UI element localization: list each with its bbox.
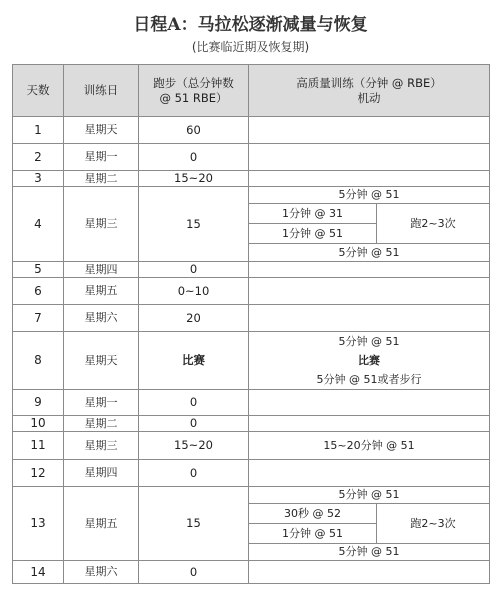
quality-cell bbox=[249, 305, 490, 332]
run-minutes: 0 bbox=[139, 561, 249, 584]
run-minutes: 0 bbox=[139, 416, 249, 432]
table-row bbox=[13, 171, 490, 187]
quality-interval-1: 1分钟 @ 31 bbox=[249, 204, 377, 224]
run-minutes: 15 bbox=[139, 187, 249, 262]
header-quality bbox=[249, 65, 490, 117]
day-number: 12 bbox=[13, 460, 64, 487]
training-day: 星期天 bbox=[64, 332, 139, 390]
table-row bbox=[13, 487, 490, 504]
quality-cell bbox=[249, 262, 490, 278]
header-day-number: 天数 bbox=[13, 65, 64, 117]
training-day: 星期四 bbox=[64, 460, 139, 487]
table-row bbox=[13, 561, 490, 584]
run-minutes: 0 bbox=[139, 390, 249, 416]
header-training-day: 训练日 bbox=[64, 65, 139, 117]
training-day: 星期二 bbox=[64, 416, 139, 432]
quality-cell bbox=[249, 144, 490, 171]
table-row bbox=[13, 416, 490, 432]
header-quality-line1: 高质量训练（分钟 @ RBE） bbox=[296, 76, 442, 91]
quality-cooldown: 5分钟 @ 51 bbox=[249, 244, 490, 262]
day-number: 9 bbox=[13, 390, 64, 416]
day-number: 10 bbox=[13, 416, 64, 432]
quality-cell bbox=[249, 278, 490, 305]
training-day: 星期一 bbox=[64, 390, 139, 416]
taper-schedule-table bbox=[12, 64, 490, 584]
quality-cell bbox=[249, 117, 490, 144]
training-day: 星期一 bbox=[64, 144, 139, 171]
table-subtitle: (比赛临近期及恢复期) bbox=[191, 40, 310, 54]
day-number: 2 bbox=[13, 144, 64, 171]
quality-repeat: 跑2~3次 bbox=[377, 504, 490, 544]
day-number: 3 bbox=[13, 171, 64, 187]
quality-interval-2: 1分钟 @ 51 bbox=[249, 524, 377, 544]
run-minutes: 0 bbox=[139, 144, 249, 171]
table-row bbox=[13, 187, 490, 204]
table-row bbox=[13, 305, 490, 332]
quality-cell bbox=[249, 416, 490, 432]
run-minutes: 0 bbox=[139, 262, 249, 278]
run-minutes: 0~10 bbox=[139, 278, 249, 305]
header-run-line2: @ 51 RBE） bbox=[159, 90, 228, 105]
quality-cell bbox=[249, 460, 490, 487]
quality-cell: 15~20分钟 @ 51 bbox=[249, 432, 490, 460]
quality-warmup: 5分钟 @ 51 bbox=[249, 487, 490, 504]
day-number: 11 bbox=[13, 432, 64, 460]
run-minutes: 60 bbox=[139, 117, 249, 144]
training-day: 星期二 bbox=[64, 171, 139, 187]
table-row bbox=[13, 432, 490, 460]
training-day: 星期六 bbox=[64, 561, 139, 584]
quality-repeat: 跑2~3次 bbox=[377, 204, 490, 244]
table-row bbox=[13, 144, 490, 171]
quality-cooldown: 5分钟 @ 51或者步行 bbox=[316, 373, 422, 386]
table-title: 日程A：马拉松逐渐减量与恢复 bbox=[133, 15, 368, 35]
day-number: 7 bbox=[13, 305, 64, 332]
table-row bbox=[13, 278, 490, 305]
table-row bbox=[13, 117, 490, 144]
run-minutes: 20 bbox=[139, 305, 249, 332]
run-minutes: 0 bbox=[139, 460, 249, 487]
quality-cell bbox=[249, 332, 490, 390]
quality-cell bbox=[249, 390, 490, 416]
day-number: 8 bbox=[13, 332, 64, 390]
header-run bbox=[139, 65, 249, 117]
table-row bbox=[13, 332, 490, 390]
quality-warmup: 5分钟 @ 51 bbox=[249, 187, 490, 204]
training-day: 星期三 bbox=[64, 432, 139, 460]
quality-warmup: 5分钟 @ 51 bbox=[338, 335, 400, 348]
quality-cooldown: 5分钟 @ 51 bbox=[249, 544, 490, 561]
quality-cell bbox=[249, 561, 490, 584]
header-row bbox=[13, 65, 490, 117]
training-day: 星期三 bbox=[64, 187, 139, 262]
training-day: 星期四 bbox=[64, 262, 139, 278]
training-day: 星期五 bbox=[64, 487, 139, 561]
table-row bbox=[13, 262, 490, 278]
run-minutes: 15~20 bbox=[139, 171, 249, 187]
training-day: 星期天 bbox=[64, 117, 139, 144]
day-number: 14 bbox=[13, 561, 64, 584]
training-day: 星期五 bbox=[64, 278, 139, 305]
header-quality-line2: 机动 bbox=[357, 90, 381, 105]
day-number: 4 bbox=[13, 187, 64, 262]
day-number: 13 bbox=[13, 487, 64, 561]
run-minutes: 15 bbox=[139, 487, 249, 561]
header-run-line1: 跑步（总分钟数 bbox=[153, 76, 234, 91]
day-number: 6 bbox=[13, 278, 64, 305]
run-race: 比赛 bbox=[139, 332, 249, 390]
day-number: 1 bbox=[13, 117, 64, 144]
table-row bbox=[13, 390, 490, 416]
quality-cell bbox=[249, 171, 490, 187]
training-day: 星期六 bbox=[64, 305, 139, 332]
day-number: 5 bbox=[13, 262, 64, 278]
table-row bbox=[13, 460, 490, 487]
quality-race: 比赛 bbox=[358, 354, 380, 367]
quality-interval-2: 1分钟 @ 51 bbox=[249, 224, 377, 244]
quality-interval-1: 30秒 @ 52 bbox=[249, 504, 377, 524]
run-minutes: 15~20 bbox=[139, 432, 249, 460]
